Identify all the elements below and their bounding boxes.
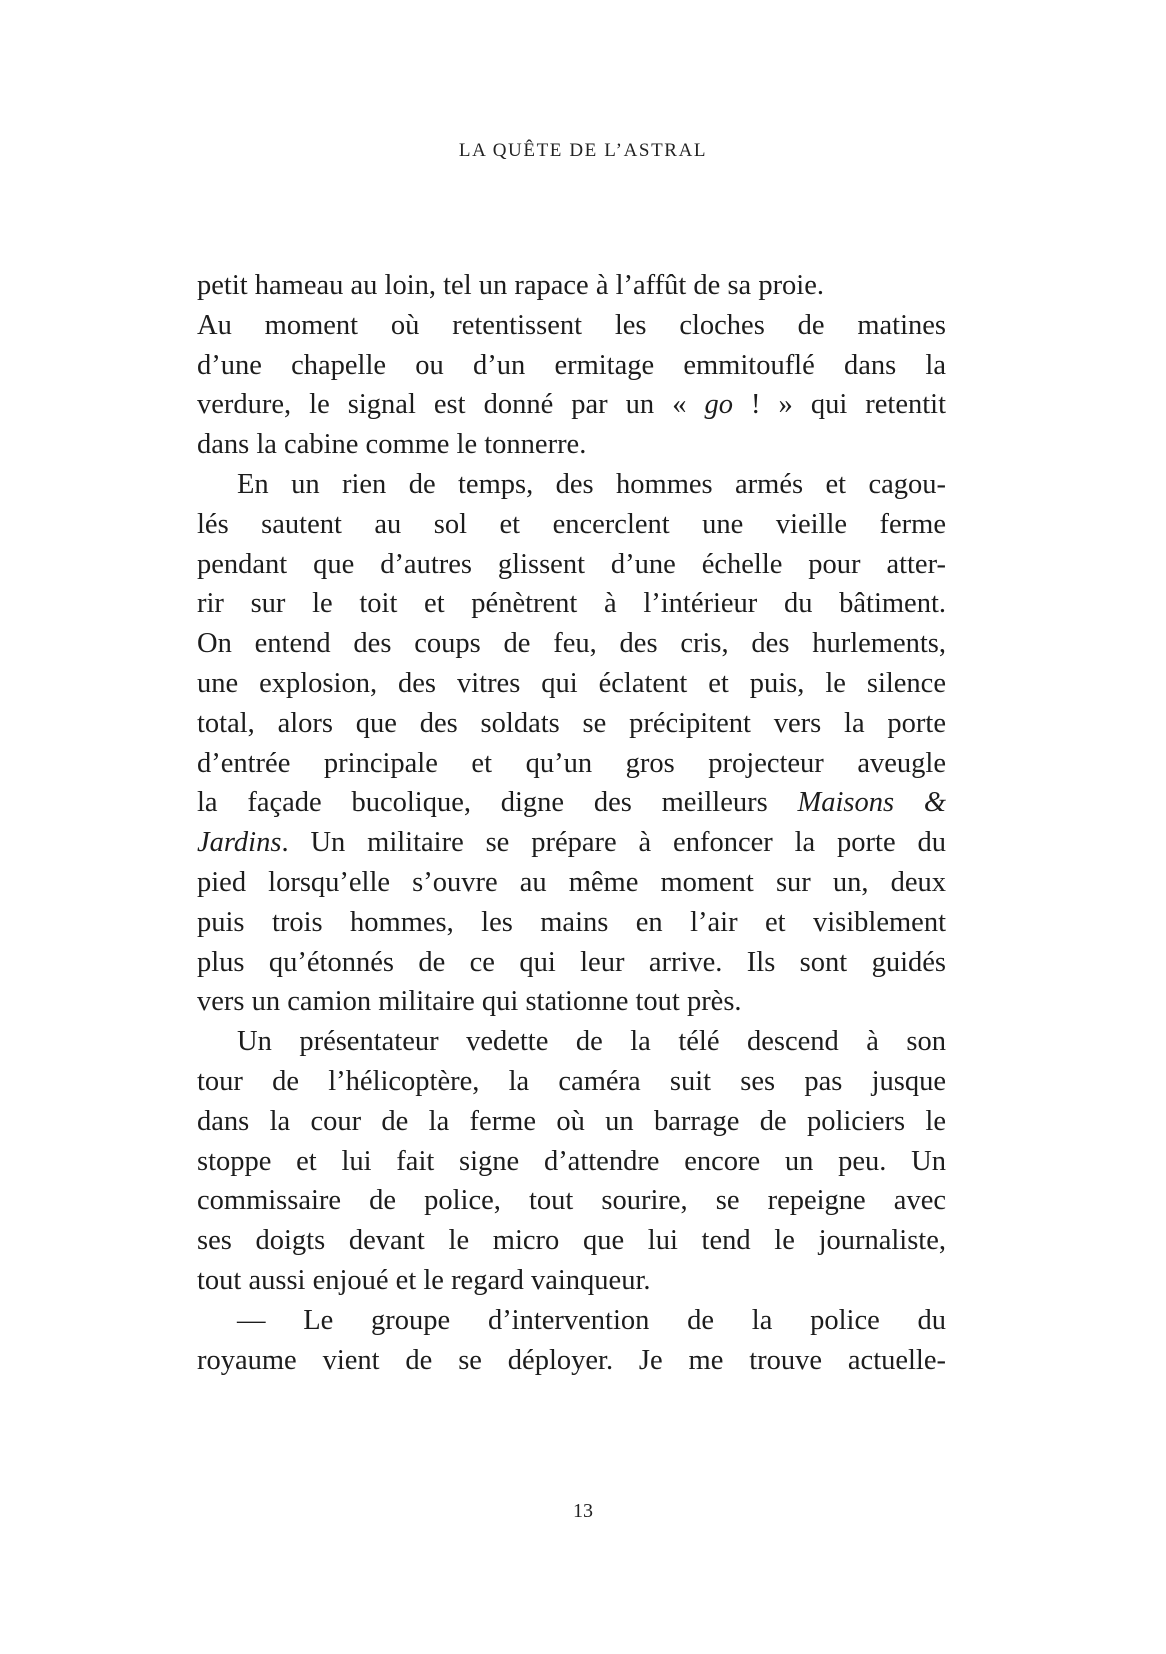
- text-line: plus qu’étonnés de ce qui leur arrive. Ils sont guidés: [197, 946, 946, 978]
- text-line: d’une chapelle ou d’un ermitage emmitouflé dans la: [197, 349, 946, 381]
- text-line: royaume vient de se déployer. Je me trouve actuelle-: [197, 1344, 946, 1376]
- text-line: stoppe et lui fait signe d’attendre encore un peu. Un: [197, 1145, 946, 1177]
- text-line: vers un camion militaire qui stationne tout près.: [197, 986, 742, 1018]
- text-line: ses doigts devant le micro que lui tend le journaliste,: [197, 1225, 946, 1257]
- text-segment: la façade bucolique, digne des meilleurs: [197, 787, 798, 819]
- text-line: dans la cour de la ferme où un barrage de policiers le: [197, 1105, 946, 1137]
- text-line: pied lorsqu’elle s’ouvre au même moment sur un, deux: [197, 866, 946, 898]
- text-line: Au moment où retentissent les cloches de matines: [197, 309, 946, 341]
- text-segment: ! » qui retentit: [733, 389, 946, 421]
- text-line: [197, 823, 946, 863]
- italic-text-segment: Maisons &: [797, 787, 947, 819]
- text-line: pendant que d’autres glissent d’une échelle pour atter-: [197, 548, 946, 580]
- text-line: tour de l’hélicoptère, la caméra suit ses pas jusque: [197, 1065, 946, 1097]
- text-line: puis trois hommes, les mains en l’air et visiblement: [197, 906, 946, 938]
- body-text: [197, 266, 946, 1380]
- text-line: Un présentateur vedette de la télé descend à son: [237, 1026, 946, 1058]
- text-segment: . Un militaire se prépare à enfoncer la porte du: [281, 827, 946, 859]
- text-line: rir sur le toit et pénètrent à l’intérieur du bâtiment.: [197, 588, 946, 620]
- text-line: [197, 783, 946, 823]
- text-line: lés sautent au sol et encerclent une vieille ferme: [197, 508, 946, 540]
- text-line: d’entrée principale et qu’un gros projecteur aveugle: [197, 747, 946, 779]
- running-header: LA QUÊTE DE L’ASTRAL: [458, 140, 708, 161]
- text-line: commissaire de police, tout sourire, se repeigne avec: [197, 1185, 946, 1217]
- text-line: total, alors que des soldats se précipitent vers la porte: [197, 707, 946, 739]
- text-line: On entend des coups de feu, des cris, des hurlements,: [197, 628, 946, 660]
- page-number: 13: [573, 1500, 593, 1522]
- italic-text-segment: go: [704, 389, 733, 421]
- italic-text-segment: Jardins: [197, 827, 282, 859]
- text-line: [197, 385, 946, 425]
- text-line: dans la cabine comme le tonnerre.: [197, 429, 587, 461]
- text-line: une explosion, des vitres qui éclatent et puis, le silence: [197, 667, 946, 699]
- text-line: tout aussi enjoué et le regard vainqueur.: [197, 1264, 651, 1296]
- text-segment: verdure, le signal est donné par un «: [197, 389, 705, 421]
- text-line: En un rien de temps, des hommes armés et cagou-: [237, 468, 946, 500]
- text-line: petit hameau au loin, tel un rapace à l’affût de sa proie.: [197, 270, 824, 301]
- text-line: — Le groupe d’intervention de la police du: [237, 1304, 946, 1336]
